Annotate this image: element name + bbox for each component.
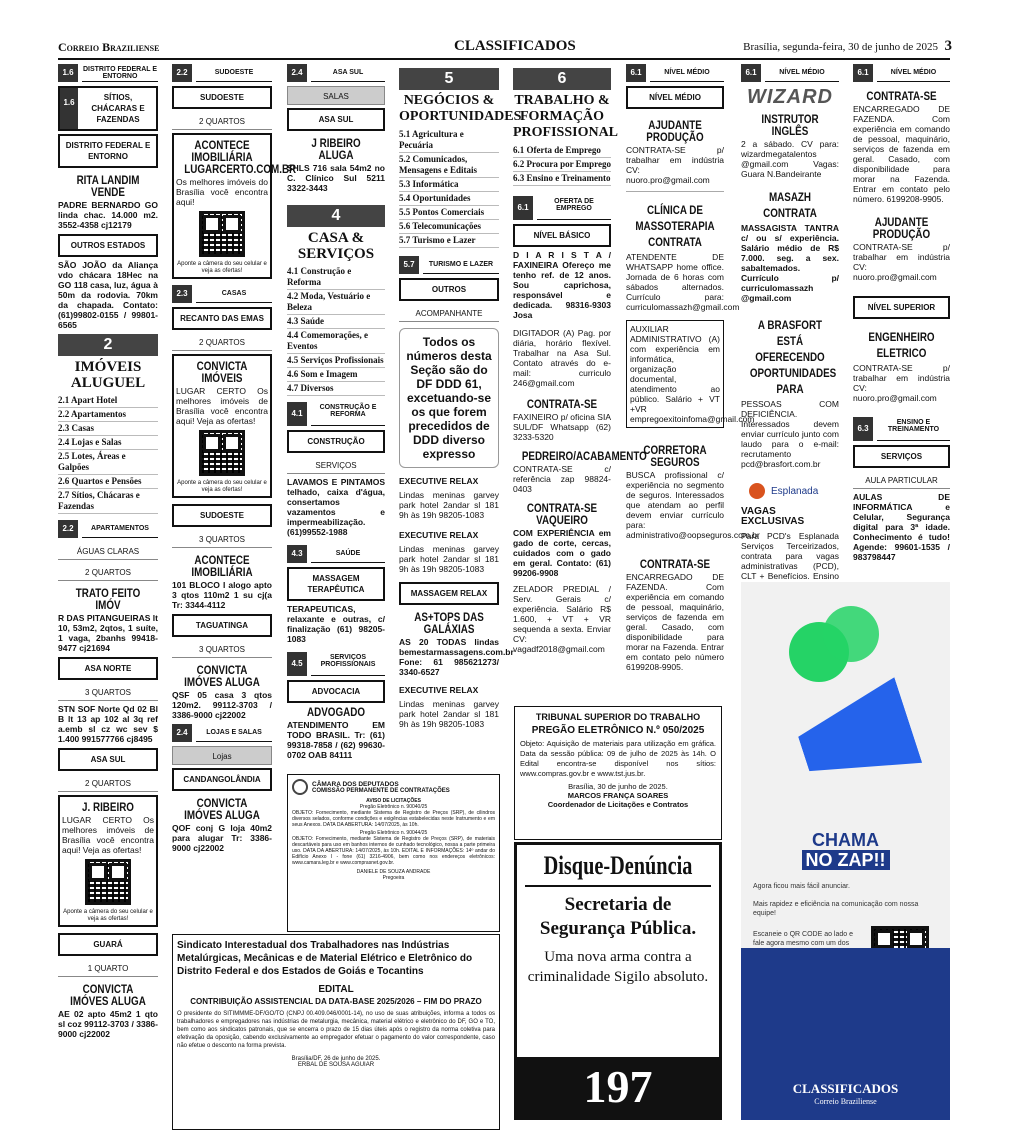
ad-body: PADRE BERNARDO GO linda chac. 14.000 m2. 3552-4358 cj12179 <box>58 200 158 230</box>
subcategory: AULA PARTICULAR <box>853 471 950 489</box>
coat-of-arms-icon <box>292 779 308 795</box>
whatsapp-icon <box>823 606 879 662</box>
ad-body: AS 20 TODAS lindas bemestarmassagens.com.br Fone: 61 985621273/ 3340-6527 <box>399 637 514 677</box>
region-box: ASA SUL <box>287 108 385 131</box>
megaphone-icon <box>790 677 922 797</box>
section-tag <box>741 64 839 82</box>
ad-body: ATENDIMENTO EM TODO BRASIL. Tr: (61) 99318-7858 / (62) 99630-0702 OAB 84111 <box>287 720 385 760</box>
index-item: 2.6 Quartos e Pensões <box>58 475 158 489</box>
ad-body: R DAS PITANGUEIRAS lt 10, 53m2, 2qtos, 1 suíte, 1 vaga, 2banhs 99418-9477 cj21694 <box>58 613 158 653</box>
ad-title: AJUDANTE PRODUÇÃO <box>872 215 931 241</box>
ad-body: ATENDENTE DE WHATSAPP home office. Jornada de 6 horas com sábados alternados. Currículo para: curriculomassazh@gmail.com <box>626 252 740 312</box>
ad-body: SHLS 716 sala 54m2 no C. Clínico Sul 5211 3322-3443 <box>287 163 385 193</box>
section-number: 6.1 <box>626 64 646 82</box>
index-item: 4.7 Diversos <box>287 382 385 396</box>
ddd-notice: Todos os números desta Seção são do DF DDD 61, excetuando-se os que forem precedidos de DDD diverso expresso <box>399 328 499 468</box>
qr-code-icon[interactable] <box>85 859 131 905</box>
notice-date: Brasília/DF, 26 de junho de 2025. <box>291 1056 381 1062</box>
ad-frame <box>172 354 272 498</box>
section-rule <box>311 562 385 563</box>
section-tag <box>172 724 272 742</box>
region-box: CANDANGOLÂNDIA <box>172 768 272 791</box>
region-box: SUDOESTE <box>172 86 272 109</box>
section-rule <box>311 675 385 676</box>
ad-title: MASAZH CONTRATA <box>763 190 817 220</box>
subcategory: 2 QUARTOS <box>172 112 272 130</box>
notice-text: OBJETO: Fornecimento, mediante Sistema de Registro de Preços (SRP), de cilindros diversos selados, conforme condições e exigências estabelecidas neste Instrumento e em seus Anexos. DATA DA ABERTURA: 14/07/2025, às 10h. <box>292 810 495 828</box>
section-rule <box>877 440 950 441</box>
section-index <box>399 128 499 248</box>
subcategory: 2 QUARTOS <box>58 774 158 792</box>
ad-slogan: Uma nova arma contra a criminalidade Sigilo absoluto. <box>527 949 709 985</box>
index-item: 5.5 Pontos Comerciais <box>399 206 499 220</box>
section-label: CASAS <box>221 290 247 297</box>
notice-aviso: AVISO DE LICITAÇÕES <box>366 798 421 804</box>
chama-no-zap-ad <box>741 582 950 1120</box>
page-date: Brasília, segunda-feira, 30 de junho de 2025 <box>743 41 938 53</box>
section-heading: CASA & SERVIÇOS <box>297 230 375 262</box>
section-number: 2.3 <box>172 285 192 303</box>
section-rule <box>311 425 385 426</box>
ad-text: Escaneie o QR CODE ao lado e fale agora mesmo com um dos <box>753 931 853 947</box>
subcategory: ACOMPANHANTE <box>399 304 499 322</box>
index-item: 4.4 Comemorações, e Eventos <box>287 329 385 354</box>
qr-caption: Aponte a câmera do seu celular e veja as ofertas! <box>63 909 153 922</box>
ad-title: CONTRATA-SE <box>526 397 598 411</box>
ad-body: 101 BLOCO I alogo apto 3 qtos 110m2 1 su cj(a Tr: 3344-4112 <box>172 580 272 610</box>
index-item: 4.3 Saúde <box>287 315 385 329</box>
subcategory: 2 QUARTOS <box>58 563 158 581</box>
category-box: NÍVEL MÉDIO <box>626 86 724 109</box>
ad-body: TERAPEUTICAS, relaxante e outras, c/ finalização (61) 98205-1083 <box>287 604 385 644</box>
ad-body: CONTRATA-SE p/ trabalhar em indústria CV: nuoro.pro@gmail.com <box>853 363 950 403</box>
section-number-banner: 5 <box>399 68 499 90</box>
category-box: NÍVEL SUPERIOR <box>853 296 950 319</box>
column-7 <box>741 64 839 645</box>
index-item: 5.7 Turismo e Lazer <box>399 234 499 248</box>
section-label: APARTAMENTOS <box>91 525 149 532</box>
region-box: ASA SUL <box>58 748 158 771</box>
section-label: CONSTRUÇÃO E REFORMA <box>319 404 377 418</box>
section-heading: IMÓVEIS ALUGUEL <box>70 359 146 391</box>
subcategory: 2 QUARTOS <box>172 333 272 351</box>
region-box: OUTROS ESTADOS <box>58 234 158 257</box>
region-box: SUDOESTE <box>172 504 272 527</box>
notice-edital: EDITAL <box>318 984 354 995</box>
notice-signature: ERBAL DE SOUSA AGUIAR <box>297 1062 375 1068</box>
notice-subtitle: PREGÃO ELETRÔNICO N.º 050/2025 <box>531 725 705 736</box>
ad-body: DIGITADOR (A) Pag. por diária, horário flexível. Trabalhar na Asa Sul. Contato através do e-mail: curriculo 246@gmail.com <box>513 328 611 388</box>
ad-title: J. RIBEIRO <box>82 800 134 814</box>
hotline-number[interactable]: 197 <box>517 1057 719 1117</box>
column-4 <box>399 64 522 733</box>
ad-title: A BRASFORT ESTÁ OFERECENDO OPORTUNIDADES PARA <box>749 318 837 396</box>
ad-body: CONTRATA-SE p/ trabalhar em indústria CV: nuoro.pro@gmail.com <box>626 145 724 185</box>
index-item: 5.3 Informática <box>399 178 499 192</box>
subcategory: 1 QUARTO <box>58 959 158 977</box>
ad-body: ENCARREGADO DE FAZENDA. Com experiência em comando de pessoal, maquinário, serviços de fazenda em geral. Casado, com disponibilidade para morar na Fazenda. Entrar em contato pelo número. 6199208-9905. <box>853 104 950 204</box>
ad-footer <box>741 1081 950 1106</box>
section-tag <box>58 64 158 82</box>
ad-title: ADVOGADO <box>307 705 365 719</box>
section-label: SAÚDE <box>335 550 361 557</box>
section-index <box>58 394 158 514</box>
section-label: SERVIÇOS PROFISSIONAIS <box>320 654 376 668</box>
index-item: 2.7 Sítios, Chácaras e Fazendas <box>58 489 158 514</box>
index-item: 2.1 Apart Hotel <box>58 394 158 408</box>
section-number-banner: 2 <box>58 334 158 356</box>
section-tag <box>287 402 385 426</box>
ad-body: MASSAGISTA TANTRA c/ ou s/ experiência. Salário médio de R$ 7.000. seg. a sex. sabaltemados. Currículo p/ curriculomassazh @gmail.com <box>741 223 839 303</box>
divider <box>626 191 724 192</box>
section-rule <box>765 81 839 82</box>
ad-body: QOF conj G loja 40m2 para alugar Tr: 3386-9000 cj22002 <box>172 823 272 853</box>
ad-title: ACONTECE IMOBILIÁRIA LUGARCERTO.COM.BR <box>184 138 297 176</box>
sindicato-notice <box>172 934 500 1130</box>
index-item: 2.5 Lotes, Áreas e Galpões <box>58 450 158 475</box>
ad-title: CONVICTA IMÓVEIS <box>196 359 248 385</box>
ad-headline: Disque-Denúncia <box>543 851 693 880</box>
region-box: RECANTO DAS EMAS <box>172 307 272 330</box>
ad-title: CONVICTA IMÓVES ALUGA <box>70 982 146 1008</box>
esplanada-logo-text: Esplanada <box>771 485 819 497</box>
section-heading: NEGÓCIOS & OPORTUNIDADES <box>399 93 522 124</box>
section-label: OFERTA DE EMPREGO <box>554 198 594 212</box>
section-tag <box>287 64 385 82</box>
wizard-logo: WIZARD <box>747 86 833 108</box>
notice-role: Coordenador de Licitações e Contratos <box>547 800 689 809</box>
ad-body: ZELADOR PREDIAL / Serv. Gerais c/ experiência. Salário R$ 1.600, + VT + VR sequenda a sexta. Enviar CV: vagadf2018@gmail.com <box>513 584 611 654</box>
ad-body: LUGAR CERTO Os melhores imóveis de Brasília você encontra aqui! Veja as ofertas! <box>62 815 154 855</box>
section-tag <box>287 652 385 676</box>
section-number-banner: 4 <box>287 205 385 227</box>
section-number-banner: 6 <box>513 68 611 90</box>
section-rule <box>82 81 158 82</box>
notice-role: Pregoeira <box>382 875 405 881</box>
ad-body: AUXILIAR ADMINISTRATIVO (A) com experiência em informática, organização documental, atendimento ao público. Salário + VT +VR empregoexitoinfoma@gmail.com <box>630 324 755 424</box>
category-box: ADVOCACIA <box>287 680 385 703</box>
ad-body: CONTRATA-SE c/ referência zap 98824-0403 <box>513 464 611 494</box>
column-8 <box>853 64 950 566</box>
ad-title: CONTRATA-SE VAQUEIRO <box>526 501 598 527</box>
notice-subtitle: COMISSÃO PERMANENTE DE CONTRATAÇÕES <box>312 787 450 794</box>
index-item: 5.1 Agricultura e Pecuária <box>399 128 499 153</box>
section-number: 4.1 <box>287 402 307 426</box>
ad-body: Lindas meninas garvey park hotel 2andar sl 181 9h às 19h 98205-1083 <box>399 544 499 574</box>
ad-body: 2 a sábado. CV para: wizardmegatalentos @gmail.com Vagas: Guara N.Bandeirante <box>741 139 839 179</box>
ad-headline-line1: CHAMA <box>812 830 879 850</box>
esplanada-logo-icon <box>749 483 765 499</box>
ad-footer-band <box>741 948 950 1120</box>
ad-body: CONTRATA-SE p/ trabalhar em indústria CV: nuoro.pro@gmail.com <box>853 242 950 282</box>
section-label: ENSINO E TREINAMENTO <box>887 419 940 433</box>
ad-title: J RIBEIRO ALUGA <box>311 136 361 162</box>
notice-text: OBJETO: Fornecimento, mediante Sistema de Registro de Preços (SRP), de materiais descartáveis para uso em banhos internos de cunhado tecnológico, nossa a parte primeira uso. DATA DA ABERTURA: 14/07/2025, às 10h. EDITAL E INFORMAÇÕES: 14º andar do Edifício Anexo I - fone (61) 3216-4906, bem como nos endereços eletrônicos: www.camara.leg.br e www.comprasnet.gov.br. <box>292 836 495 866</box>
page-number: 3 <box>944 38 952 54</box>
section-title: CLASSIFICADOS <box>454 38 576 54</box>
category-label: SÍTIOS, CHÁCARAS E FAZENDAS <box>91 93 145 124</box>
ad-body: LAVAMOS E PINTAMOS telhado, caixa d'água, consertamos vazamentos e impermeabilização. (61)99552-1988 <box>287 477 385 537</box>
section-label: NÍVEL MÉDIO <box>779 69 825 76</box>
ad-headline-line2: NO ZAP!! <box>802 850 890 870</box>
section-number: 4.5 <box>287 652 307 676</box>
column-5 <box>513 64 647 658</box>
region-box: ASA NORTE <box>58 657 158 680</box>
column-1 <box>58 64 158 1043</box>
index-item: 5.2 Comunicados, Mensagens e Editais <box>399 153 499 178</box>
qr-caption: Aponte a câmera do seu celular e veja as ofertas! <box>177 480 267 493</box>
section-tag <box>513 196 611 220</box>
category-box: SERVIÇOS <box>853 445 950 468</box>
index-item: 4.2 Moda, Vestuário e Beleza <box>287 290 385 315</box>
ad-body: Os melhores imóveis do Brasília você encontra aqui! <box>176 177 268 207</box>
index-item: 4.5 Serviços Profissionais <box>287 354 385 368</box>
tst-notice <box>514 706 722 840</box>
ad-body: ENCARREGADO DE FAZENDA. Com experiência em comando de pessoal, maquinário, serviços de fazenda em geral. Casado, com disponibilidade para morar na Fazenda. Entrar em contato pelo número 6199208-9905. <box>626 572 724 672</box>
category-box: MASSAGEM RELAX <box>399 582 499 605</box>
section-tag <box>399 256 499 274</box>
section-number: 2.4 <box>287 64 307 82</box>
section-number: 6.1 <box>513 196 533 220</box>
category-box: NÍVEL BÁSICO <box>513 224 611 247</box>
ad-title: AJUDANTE PRODUÇÃO <box>646 118 704 144</box>
section-tag <box>853 64 950 82</box>
ad-title: CONVICTA IMÓVES ALUGA <box>184 796 260 822</box>
ad-body: Lindas meninas garvey park hotel 2andar sl 181 9h às 19h 98205-1083 <box>399 490 499 520</box>
section-number: 2.4 <box>172 724 192 742</box>
newspaper-name: Correio Braziliense <box>58 40 160 54</box>
category-box: MASSAGEM TERAPÊUTICA <box>287 567 385 601</box>
subcategory: 3 QUARTOS <box>58 683 158 701</box>
index-item: 4.1 Construção e Reforma <box>287 265 385 290</box>
section-label: TURISMO E LAZER <box>428 261 494 268</box>
section-tag <box>58 520 158 538</box>
category-box <box>58 86 158 131</box>
ad-subtitle: Secretaria de Segurança Pública. <box>539 894 697 939</box>
category-box: CONSTRUÇÃO <box>287 430 385 453</box>
section-number: 2.2 <box>58 520 78 538</box>
ad-body: BUSCA profissional c/ experiência no segmento de seguros. Interessados que atendam ao perfil devem enviar currículo para: administrativo@oopseguros.com.br <box>626 470 760 540</box>
notice-pregao: Pregão Eletrônico n. 90044/25 <box>359 830 428 836</box>
section-rule <box>196 302 272 303</box>
section-rule <box>650 81 724 82</box>
notice-title: Sindicato Interestadual dos Trabalhadores nas Indústrias Metalúrgicas, Mecânicas e de Material Elétrico e Eletrônico do Distrito Federal e dos Estados de Goiás e Tocantins <box>177 940 473 977</box>
section-label: SUDOESTE <box>214 69 254 76</box>
ad-title: CONTRATA-SE <box>866 89 937 103</box>
ad-title: EXECUTIVE RELAX <box>399 476 479 486</box>
ad-text: Mais rapidez e eficiência na comunicação com nossa equipe! <box>753 901 919 917</box>
ad-body: Para PCD's Esplanada Serviços Terceirizados, contrata para vagas administrativas (PCD), CLT + Benefícios. Ensino <box>741 531 839 581</box>
ad-title: TRATO FEITO IMÓV <box>75 586 141 612</box>
index-item: 4.6 Som e Imagem <box>287 368 385 382</box>
category-number: 1.6 <box>60 88 78 129</box>
section-label: LOJAS E SALAS <box>206 729 262 736</box>
region-box: GUARÁ <box>58 933 158 956</box>
notice-subtitle: CONTRIBUIÇÃO ASSISTENCIAL DA DATA-BASE 2025/2026 – FIM DO PRAZO <box>190 997 482 1006</box>
section-tag <box>172 64 272 82</box>
page-header <box>58 38 950 58</box>
ad-title: VAGAS EXCLUSIVAS <box>741 506 805 527</box>
divider <box>525 885 711 887</box>
section-label: DISTRITO FEDERAL E ENTORNO <box>82 66 158 80</box>
camara-header <box>292 779 495 795</box>
notice-text: Objeto: Aquisição de materiais para utilização em gráfica. Data da sessão pública: 09 de julho de 2025 às 14h. O Edital encontra-se disponível nos sítios: www.compras.gov.br e www.tst.jus.br. <box>520 739 716 778</box>
ad-body: SÃO JOÃO da Aliança vdo chácara 18Hec na GO 118 casa, luz, água à 50m da rodovia. 70km da chapada. Contato: (61)99802-0155 / 99801-6565 <box>58 260 158 330</box>
qr-code-icon[interactable] <box>199 430 245 476</box>
index-item: 5.4 Oportunidades <box>399 192 499 206</box>
notice-title: TRIBUNAL SUPERIOR DO TRABALHO <box>535 712 701 722</box>
ad-title: RITA LANDIM VENDE <box>76 173 140 199</box>
subcategory: SERVIÇOS <box>287 456 385 474</box>
section-index <box>287 265 385 396</box>
notice-text: O presidente do SITIMMME-DF/GO/TO (CNPJ 00.409.046/0001-14), no uso de suas atribuições, informa a todos os trabalhadores e empregadores nas indústrias de metalurgia, mecânica, material elétrico e eletrônico do DF, GO e TO, bem como aos sindicatos patronais, que se encerra o prazo de 15 dias úteis após o registro da norma coletiva para efetivação da oposição, cabendo exclusivamente ao empregador efetuar o pagamento do valor correspondente, caso não efetue o desconto na forma prevista. <box>177 1011 495 1049</box>
index-item: 2.3 Casas <box>58 422 158 436</box>
qr-caption: Aponte a câmera do seu celular e veja as ofertas! <box>177 261 267 274</box>
index-item: 6.3 Ensino e Treinamento <box>513 172 611 186</box>
notice-pregao: Pregão Eletrônico n. 90040/25 <box>359 804 428 810</box>
footer-brand: CLASSIFICADOS <box>792 1081 899 1096</box>
disque-denuncia-ad <box>514 842 722 1120</box>
column-3 <box>287 64 385 764</box>
index-item: 2.4 Lojas e Salas <box>58 436 158 450</box>
section-number: 2.2 <box>172 64 192 82</box>
section-label: NÍVEL MÉDIO <box>890 69 937 76</box>
ad-title: PEDREIRO/ACABAMENTO <box>521 449 647 463</box>
section-rule <box>423 273 499 274</box>
ad-body: Lindas meninas garvey park hotel 2andar sl 181 9h às 19h 98205-1083 <box>399 699 499 729</box>
ad-title: CLÍNICA DE MASSOTERAPIA CONTRATA <box>635 203 715 249</box>
ad-title: INSTRUTOR INGLÊS <box>761 112 819 138</box>
notice-title: CÂMARA DOS DEPUTADOS <box>312 780 399 788</box>
index-item: 6.1 Oferta de Emprego <box>513 144 611 158</box>
ad-title: EXECUTIVE RELAX <box>399 685 479 695</box>
camara-notice <box>287 774 500 932</box>
ad-title: ENGENHEIRO ELETRICO <box>868 330 935 360</box>
section-label: NÍVEL MÉDIO <box>664 69 710 76</box>
section-tag <box>287 545 385 563</box>
column-6 <box>626 64 760 676</box>
esplanada-logo <box>749 483 839 499</box>
notice-signature: MARCOS FRANÇA SOARES <box>567 791 669 800</box>
subcategory: ÁGUAS CLARAS <box>58 542 158 560</box>
section-index <box>513 144 611 186</box>
ad-title: CONTRATA-SE <box>639 557 711 571</box>
notice-signature: DANIELE DE SOUZA ANDRADE <box>356 869 431 875</box>
ad-body: FAXINEIRO p/ oficina SIA SUL/DF Whatsapp (62) 3233-5320 <box>513 412 611 442</box>
ad-frame <box>626 320 755 428</box>
section-number: 5.7 <box>399 256 419 274</box>
ad-body: STN SOF Norte Qd 02 Bl B lt 13 ap 102 al 3q ref a.emb sl cz wc sev $ 1.400 991577766 cj8495 <box>58 704 158 744</box>
qr-code-icon[interactable] <box>199 211 245 257</box>
footer-newspaper: Correio Braziliense <box>814 1097 877 1106</box>
ad-title: ACONTECE IMOBILIÁRIA <box>191 553 253 579</box>
section-label: ASA SUL <box>332 69 364 76</box>
section-number: 6.1 <box>853 64 873 82</box>
region-box: DISTRITO FEDERAL E ENTORNO <box>58 134 158 168</box>
ad-body: D I A R I S T A / FAXINEIRA Ofereço me tenho ref. de 12 anos. Sou caprichosa, responsável e dedicada. 98316-9303 Josa <box>513 250 611 320</box>
section-rule <box>537 219 611 220</box>
subcategory: 3 QUARTOS <box>172 530 272 548</box>
section-tag <box>626 64 724 82</box>
section-number: 6.1 <box>741 64 761 82</box>
ad-title: AS+TOPS DAS GALÁXIAS <box>414 610 484 636</box>
section-number: 6.3 <box>853 417 873 441</box>
ad-body: LUGAR CERTO Os melhores imóveis de Brasília você encontra aqui! Veja as ofertas! <box>176 386 268 426</box>
category-box: OUTROS <box>399 278 499 301</box>
section-rule <box>82 537 158 538</box>
section-rule <box>311 81 385 82</box>
ad-title: CONVICTA IMÓVES ALUGA <box>184 663 260 689</box>
ad-body: PESSOAS COM DEFICIÊNCIA. Interessados devem enviar currículo junto com laudo para o e-mail: recrutamento pcd@brasfort.com.br <box>741 399 839 469</box>
section-heading: TRABALHO & FORMAÇÃO PROFISSIONAL <box>513 93 619 140</box>
ad-text: Agora ficou mais fácil anunciar. <box>753 883 850 890</box>
section-tag <box>853 417 950 441</box>
subcategory: 3 QUARTOS <box>172 640 272 658</box>
ad-body: AE 02 apto 45m2 1 qto sl coz 99112-3703 / 3386-9000 cj22002 <box>58 1009 158 1039</box>
section-tag <box>172 285 272 303</box>
notice-date: Brasília, 30 de junho de 2025. <box>568 782 668 791</box>
ad-body: AULAS DE INFORMÁTICA e Celular, Segurança digital para 3ª idade. Conhecimento é tudo! Agende: 99601-1535 / 983798447 <box>853 492 950 562</box>
section-rule <box>196 741 272 742</box>
section-number: 1.6 <box>58 64 78 82</box>
ad-frame <box>172 133 297 279</box>
header-rule <box>58 58 950 60</box>
section-rule <box>877 81 950 82</box>
index-item: 5.6 Telecomunicações <box>399 220 499 234</box>
ad-body: QSF 05 casa 3 qtos 120m2. 99112-3703 / 3386-9000 cj22002 <box>172 690 272 720</box>
subcategory: SALAS <box>287 86 385 105</box>
ad-headline <box>741 830 950 870</box>
ad-frame <box>58 795 158 927</box>
index-item: 2.2 Apartamentos <box>58 408 158 422</box>
ad-title: EXECUTIVE RELAX <box>399 530 479 540</box>
ad-body: COM EXPERIÊNCIA em gado de corte, cercas, cuidados com o gado em geral. Contato: (61) 99206-9908 <box>513 528 611 578</box>
subcategory: Lojas <box>172 746 272 765</box>
region-box: TAGUATINGA <box>172 614 272 637</box>
ad-title: CORRETORA SEGUROS <box>643 443 707 469</box>
section-rule <box>196 81 272 82</box>
section-number: 4.3 <box>287 545 307 563</box>
index-item: 6.2 Procura por Emprego <box>513 158 611 172</box>
